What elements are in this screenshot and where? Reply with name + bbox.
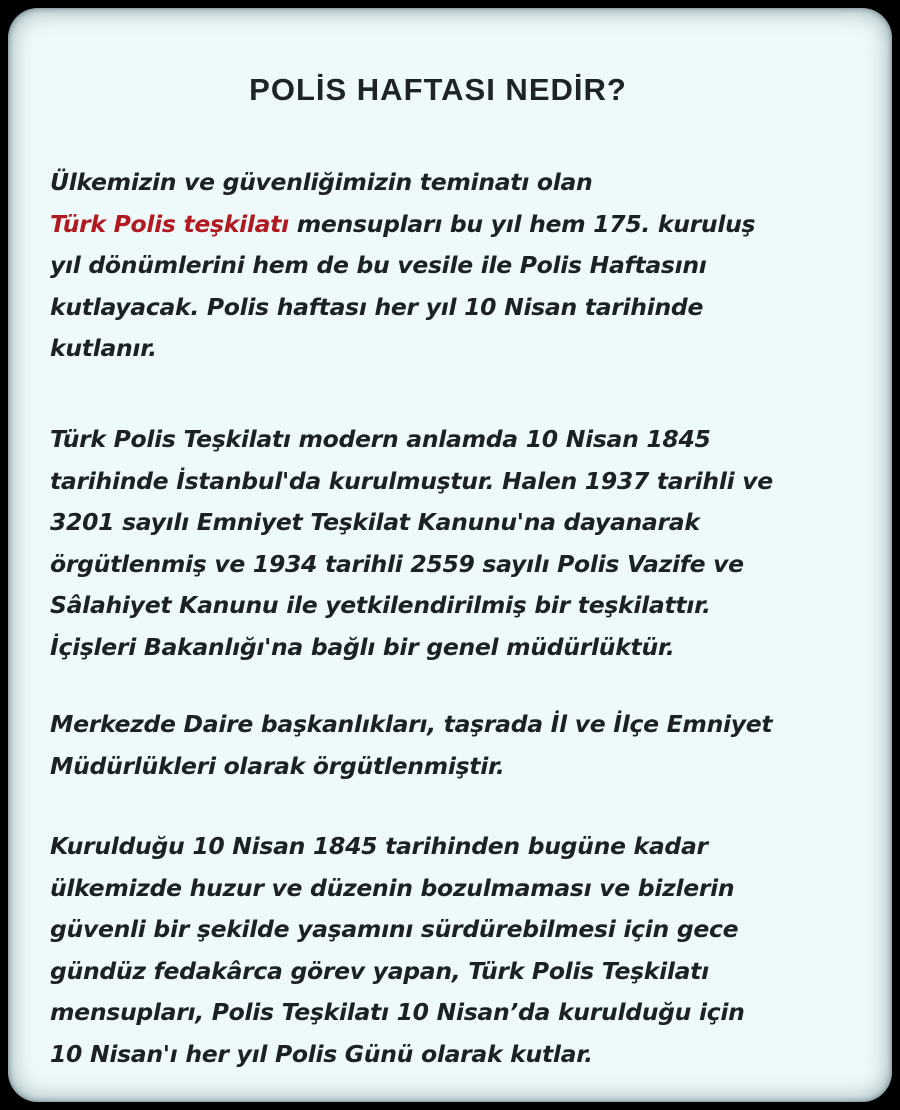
paragraph-celebration xyxy=(50,826,850,1075)
info-card xyxy=(8,8,892,1102)
highlighted-phrase: Türk Polis teşkilatı xyxy=(50,209,289,238)
text-line: mensupları, Polis Teşkilatı 10 Nisan’da kurulduğu için xyxy=(50,998,745,1026)
text-line: Sâlahiyet Kanunu ile yetkilendirilmiş bir teşkilattır. xyxy=(50,591,711,619)
text-line: 10 Nisan'ı her yıl Polis Günü olarak kutlar. xyxy=(50,1039,593,1068)
text-line: İçişleri Bakanlığı'na bağlı bir genel müdürlüktür. xyxy=(50,632,675,661)
text-line: Ülkemizin ve güvenliğimizin teminatı olan xyxy=(50,168,593,196)
text-line: güvenli bir şekilde yaşamını sürdürebilmesi için gece xyxy=(50,915,739,943)
text-line: Kurulduğu 10 Nisan 1845 tarihinden bugüne kadar xyxy=(50,832,708,860)
text-line: örgütlenmiş ve 1934 tarihli 2559 sayılı Polis Vazife ve xyxy=(50,549,744,578)
text-line: ülkemizde huzur ve düzenin bozulmaması ve bizlerin xyxy=(50,873,735,902)
paragraph-history xyxy=(50,419,850,668)
text-line: yıl dönümlerini hem de bu vesile ile Polis Haftasını xyxy=(50,251,707,279)
text-line: kutlanır. xyxy=(50,334,157,362)
paragraph-intro xyxy=(50,162,850,370)
text-line: tarihinde İstanbul'da kurulmuştur. Halen 1937 tarihli ve xyxy=(50,466,773,495)
text-line: Merkezde Daire başkanlıkları, taşrada İl ve İlçe Emniyet xyxy=(50,710,773,738)
text-line xyxy=(50,204,850,246)
text-line: Müdürlükleri olarak örgütlenmiştir. xyxy=(50,751,505,780)
page-title: POLİS HAFTASI NEDİR? xyxy=(249,72,627,107)
text-line: kutlayacak. Polis haftası her yıl 10 Nisan tarihinde xyxy=(50,292,704,321)
text-line: gündüz fedakârca görev yapan, Türk Polis Teşkilatı xyxy=(50,956,709,985)
text-line: Türk Polis Teşkilatı modern anlamda 10 Nisan 1845 xyxy=(50,425,711,453)
text-fragment: mensupları bu yıl hem 175. kuruluş xyxy=(288,209,756,238)
text-line: 3201 sayılı Emniyet Teşkilat Kanunu'na dayanarak xyxy=(50,508,700,536)
paragraph-organization xyxy=(50,704,850,787)
